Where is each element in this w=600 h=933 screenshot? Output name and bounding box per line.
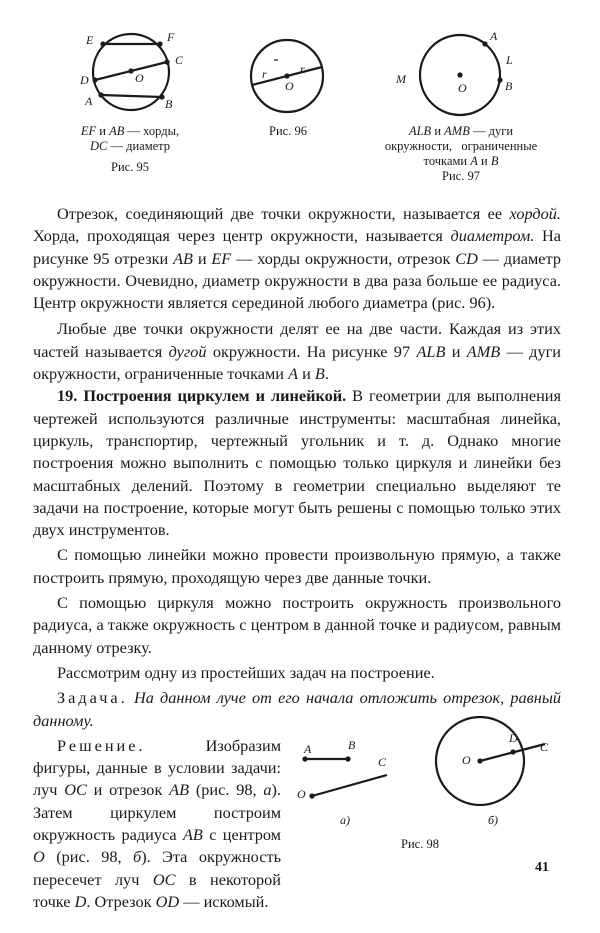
label-part-a: а): [340, 813, 350, 827]
caption-ef: EF: [80, 124, 97, 138]
caption-line-2: окружности, ограниченные: [384, 139, 538, 153]
caption-and: и: [431, 124, 445, 138]
point-o: [309, 793, 314, 798]
label-o: O: [297, 787, 306, 801]
label-o: O: [135, 71, 144, 85]
caption-line-3: [366, 154, 556, 169]
paragraph-ruler: С помощью линейки можно провести произвольную прямую, а также построить прямую, проходящую через две данные точки.: [33, 545, 561, 587]
task-statement: На данном луче от его начала отложить отрезок, равный данному.: [33, 688, 561, 730]
term-chord: хордой.: [509, 204, 561, 223]
label-c: C: [175, 53, 184, 67]
figure-96-drawing: [243, 38, 333, 118]
caption-and-2: и: [477, 154, 491, 168]
center-point: [284, 73, 289, 78]
figure-95: [80, 28, 190, 118]
figure-98: [290, 718, 560, 838]
point-e: [100, 41, 105, 46]
term-diameter: диаметром.: [450, 226, 535, 246]
caption-and: и: [96, 124, 110, 138]
point-d: [510, 749, 515, 754]
caption-line-1: [366, 124, 556, 139]
task-label: Задача.: [57, 688, 128, 708]
label-b: B: [505, 79, 513, 93]
label-r-left: r: [262, 67, 267, 81]
figure-95-drawing: [80, 28, 190, 118]
caption-alb: ALB: [408, 124, 432, 138]
paragraph-chord-diameter: Отрезок, соединяющий две точки окружности, называется ее хордой. Хорда, проходящая через центр окружности, называется диаметром. На рисунке 95 отрезки AB и EF — хорды окружности, отрезок CD — диаметр окружности. Очевидно, диаметр окружности в два раза больше ее радиуса. Центр окружности является серединой любого диаметра (рис. 96).: [33, 204, 561, 313]
caption-dc: DC: [89, 139, 108, 153]
caption-arcs: — дуги: [469, 124, 514, 138]
caption-points: точками: [423, 154, 471, 168]
paragraph-compass: С помощью циркуля можно построить окружность произвольного радиуса, а также окружность с центром в данной точке и радиусом, равным данному отрезку.: [33, 593, 561, 657]
label-m: M: [396, 72, 406, 86]
label-o-2: O: [462, 753, 471, 767]
point-b: [497, 77, 502, 82]
label-d: D: [509, 731, 518, 745]
center-point: [457, 72, 462, 77]
paragraph-solution: Решение. Изобразим фигуры, данные в условии задачи: луч OC и отрезок AB (рис. 98, а). Затем циркулем построим окружность радиуса AB с центром O (рис. 98, б). Эта окружность пересечет луч OC в некоторой точке D. Отрезок OD — искомый.: [33, 735, 561, 913]
section-heading: 19. Построения циркулем и линейкой.: [57, 386, 347, 406]
point-o-2: [477, 758, 482, 763]
caption-ab: AB: [109, 124, 125, 138]
label-b: B: [165, 97, 173, 111]
paragraph-arc: Любые две точки окружности делят ее на две части. Каждая из этих частей называется дугой окружности. На рисунке 97 ALB и AMB — дуги окружности, ограниченные точками A и B.: [33, 319, 561, 384]
label-a: A: [490, 29, 498, 43]
caption-line-1: [40, 124, 220, 139]
point-b: [345, 756, 350, 761]
label-l: L: [506, 53, 513, 67]
figure-95-caption: [40, 124, 220, 175]
point-a: [98, 92, 103, 97]
figure-96-caption: [238, 124, 338, 139]
point-a: [302, 756, 307, 761]
figure-96-title: Рис. 96: [269, 124, 307, 138]
label-c: C: [378, 755, 387, 769]
label-f: F: [167, 30, 175, 44]
label-part-b: б): [488, 813, 499, 827]
figure-97-title: Рис. 97: [442, 169, 480, 183]
figure-96: [243, 38, 333, 118]
paragraph-constructions: 19. Построения циркулем и линейкой. В геометрии для выполнения чертежей используются различные инструменты: масштабная линейка, циркуль, транспортир, чертежный угольник и т. д. Однако многие построения можно выполнить с помощью только циркуля и линейки без масштабных делений. Поэтому в геометрии специально выделяют те задачи на построение, которые могут быть решены с помощью только этих двух инструментов.: [33, 386, 561, 540]
figure-98-drawing: [290, 718, 560, 838]
figure-97-caption: [366, 124, 556, 184]
figure-95-title: Рис. 95: [111, 160, 149, 174]
center-point: [128, 68, 133, 73]
point-d: [92, 77, 97, 82]
caption-line-2: [40, 139, 220, 154]
solution-label: Решение.: [57, 735, 146, 755]
label-a: A: [85, 94, 93, 108]
caption-a: A: [470, 154, 478, 168]
figure-97: [390, 28, 530, 118]
figure-98-title: Рис. 98: [401, 837, 439, 851]
label-e: E: [86, 33, 94, 47]
label-o: O: [458, 81, 467, 95]
figure-97-drawing: [390, 28, 530, 118]
caption-chords: — хорды,: [124, 124, 180, 138]
caption-amb: AMB: [444, 124, 470, 138]
label-b: B: [348, 738, 356, 752]
caption-diameter: — диаметр: [107, 139, 171, 153]
point-a: [482, 41, 487, 46]
point-c: [164, 59, 169, 64]
term-arc: дугой: [168, 341, 207, 361]
label-c-2: C: [540, 740, 549, 754]
caption-b: B: [490, 154, 499, 168]
point-b: [159, 94, 164, 99]
figure-98-caption: [360, 837, 480, 852]
label-o: O: [285, 79, 294, 93]
paragraph-consider: Рассмотрим одну из простейших задач на построение.: [57, 662, 435, 682]
chord-ab: [101, 95, 162, 97]
point-f: [157, 41, 162, 46]
ray-oc: [312, 775, 387, 796]
label-r-right: r: [300, 62, 305, 76]
label-d: D: [80, 73, 89, 87]
page-number: 41: [535, 860, 549, 875]
label-a: A: [304, 742, 312, 756]
